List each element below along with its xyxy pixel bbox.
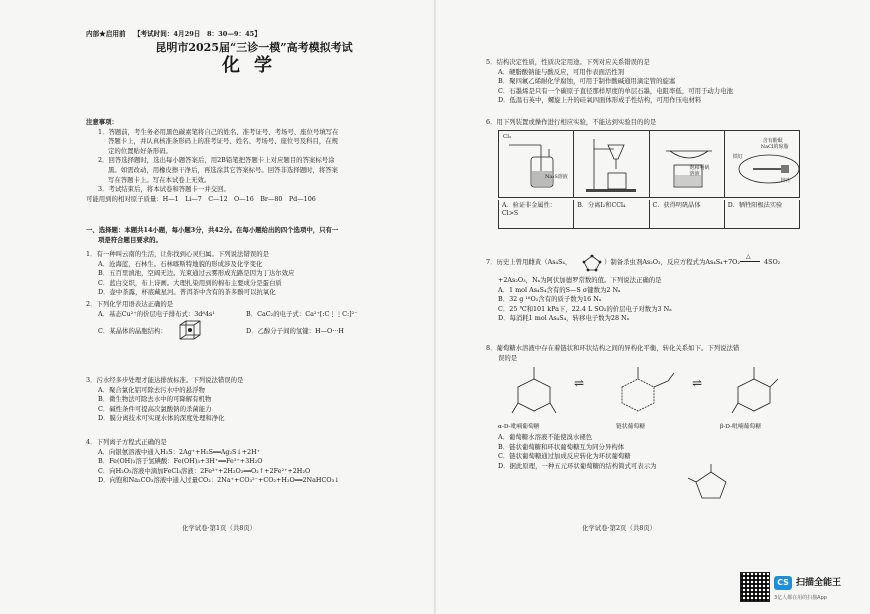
question-stem: 6．用下列装置或操作进行相应实验，不能达到实验目的的是 (486, 118, 657, 126)
fig-label: 铁钉 (732, 153, 743, 160)
option: C．蓝白交织，布上诗画。大理扎染用到的棉布主要成分是蛋白质 (98, 278, 282, 287)
option: A．硬脂酸钠能与酸反应，可用作表面活性剂 (498, 67, 625, 76)
option: B．微生物法可除去水中的可降解有机物 (98, 395, 212, 404)
fig-label: 锌片 (780, 177, 791, 184)
option-row (86, 319, 422, 345)
fig-label: 含有酚酞 (762, 137, 783, 144)
realgar-structure-icon (582, 254, 602, 272)
glucose-structures (498, 363, 822, 433)
option: C．链状葡萄糖通过加成反应转化为环状葡萄糖 (498, 452, 631, 461)
figure-labels (498, 200, 800, 229)
five-membered-ring-icon (686, 462, 736, 506)
funnel-stand-icon (580, 135, 646, 195)
footer-page-2: 化学试卷·第2页（共8页） (582, 524, 657, 532)
gas-bottle-icon (505, 135, 575, 195)
equilibrium-arrow-icon: ⇌ (574, 376, 585, 391)
option: B．链状葡萄糖和环状葡萄糖互为同分异构体 (498, 442, 625, 451)
left-column (86, 0, 422, 614)
option: B．聚四氟乙烯耐化学腐蚀，可用于制作酸碱通用滴定管的旋塞 (498, 77, 676, 86)
page-fold (434, 0, 436, 614)
question-7 (486, 254, 822, 324)
subject-title: 化学 (222, 55, 286, 76)
section-heading: 一、选择题：本题共14小题，每小题3分，共42分。在每小题给出的四个选项中，只有一 (86, 226, 339, 234)
figure-a (499, 131, 574, 197)
scanner-tagline: 3亿人都在用的扫描App (774, 595, 827, 601)
qr-code-icon (740, 572, 770, 602)
question-stem (486, 254, 822, 272)
q7-stem-part: 4SO₂ (764, 258, 781, 266)
question-5 (486, 58, 822, 106)
structure-label: α-D-吡喃葡萄糖 (498, 424, 540, 431)
option: D．每消耗1 mol As₄S₄，转移电子数为28 Nₐ (498, 314, 630, 323)
structure-label: 链状葡萄糖 (616, 424, 645, 431)
scanner-logo-icon: CS (774, 576, 792, 590)
notes-block (86, 118, 422, 204)
figure-label-a: A．验证非金属性：Cl>S (499, 200, 574, 228)
atomic-masses: 可能用到的相对原子质量：H—1 Li—7 C—12 O—16 Br—80 Pd—106 (86, 194, 316, 203)
option: B．Fe(OH)₃溶于氢碘酸：Fe(OH)₃+3H⁺══Fe³⁺+3H₂O (98, 457, 263, 466)
scanner-name: 扫描全能王 (796, 578, 842, 588)
option: D．据此原理，一种五元环状葡萄糖的结构简式可表示为 (498, 461, 657, 470)
option: B．五百里滇池，空阔无边。光束通过云雾形成光路是因为丁达尔效应 (98, 269, 295, 278)
option: A．向银氨溶液中通入H₂S：2Ag⁺+H₂S══Ag₂S↓+2H⁺ (98, 447, 261, 456)
exam-header-meta (86, 30, 261, 40)
exam-title: 昆明市2025届“三诊一模”高考模拟考试 (155, 41, 353, 54)
question-stem: 5．结构决定性质，性质决定用途。下列对应关系错误的是 (486, 58, 650, 66)
apparatus-figures (498, 130, 800, 198)
figure-d (725, 131, 799, 197)
note-line: 3．考试结束后，将本试卷和答题卡一并交回。 (98, 185, 230, 194)
question-stem: 8．葡萄糖水溶液中存在着链状和环状结构之间的异构化平衡，转化关系如下。下列说法错 (486, 344, 740, 352)
option: A．基态Cu²⁺的价层电子排布式：3d⁸4s¹ (98, 309, 215, 318)
beta-glucose-ring-icon (724, 363, 784, 421)
exam-time: 【考试时间：4月29日 8：30—9：45】 (133, 30, 261, 38)
question-6 (486, 118, 822, 231)
fig-label: Cl₂ (503, 133, 512, 140)
figure-label-c: C．获得明矾晶体 (650, 200, 725, 228)
section-one (86, 226, 422, 245)
figure-b (574, 131, 649, 197)
question-2 (86, 300, 422, 345)
question-4 (86, 438, 422, 486)
option: B．CaC₂的电子式：Ca²⁺[:C⋮⋮C:]²⁻ (246, 309, 358, 318)
question-stem-cont: +2As₂O₃，Nₐ为阿伏加德罗常数的值。下列说法正确的是 (498, 276, 662, 284)
option: D．膜分离技术可实现水体的深度处理和净化 (98, 414, 225, 423)
option: D．低温石英中，螺旋上升的硅氧四面体形成手性结构，可用作压电材料 (498, 96, 702, 105)
note-line: 定的位置贴好条形码。 (108, 146, 172, 155)
option: A．葡萄糖水溶液不能使溴水褪色 (498, 433, 593, 442)
option: D．乙醇分子间的氢键：H—O···H (246, 327, 344, 336)
secret-label: 内部★启用前 (86, 30, 126, 38)
notes-title: 注意事项： (86, 118, 118, 126)
equation-arrow (740, 261, 760, 262)
option: A．聚合氯化铝可除去污水中的悬浮物 (98, 385, 205, 394)
question-stem: 误的是 (498, 353, 518, 362)
option: D．壶中茶露，杯底藏星河。普洱茶中含有的茶多酚可以抗氧化 (98, 288, 276, 297)
figure-label-b: B．分离I₂和CCl₄ (574, 200, 649, 228)
question-stem: 4．下列离子方程式正确的是 (86, 438, 167, 446)
question-stem: 2．下列化学用语表达正确的是 (86, 300, 174, 308)
option: B．32 g ¹⁸O₂含有的质子数为16 Nₐ (498, 295, 602, 304)
option: C．石墨烯是只有一个碳原子直径那样厚度的单层石墨，电阻率低，可用于动力电池 (498, 86, 733, 95)
option: C．碱性条件可提高次氯酸钠的杀菌能力 (98, 404, 212, 413)
question-3 (86, 376, 422, 424)
figure-c (650, 131, 725, 197)
crystal-cell-icon (178, 319, 202, 343)
fig-label: NaCl的琼脂 (760, 143, 789, 150)
right-column (486, 0, 822, 614)
question-1 (86, 250, 422, 298)
alpha-glucose-ring-icon (504, 363, 564, 421)
option: D．向饱和Na₂CO₃溶液中通入过量CO₂：2Na⁺+CO₃²⁻+CO₂+H₂O══2NaHCO₃↓ (98, 476, 340, 485)
figure-label-d: D．牺牲阳极法实验 (727, 201, 783, 209)
note-line: 2．回答选择题时，选出每小题答案后，用2B铅笔把答题卡上对应题目的答案标号涂 (98, 156, 335, 165)
option-row (86, 310, 422, 320)
structure-label: β-D-吡喃葡萄糖 (720, 424, 762, 431)
note-line: 1．答题前，考生务必用黑色碳素笔将自己的姓名、准考证号、考场号、座位号填写在 (98, 127, 339, 136)
question-8 (486, 344, 822, 472)
section-heading: 项是符合题目要求的。 (98, 235, 162, 244)
option: C．某晶体的晶胞结构： (98, 327, 167, 336)
option: A．沧海蓝，石林生。石林喀斯特地貌的形成涉及化学变化 (98, 259, 263, 268)
question-stem: 3．污水经多步处理才能达排放标准。下列说法错误的是 (86, 376, 244, 384)
scanner-watermark (740, 572, 860, 606)
option: A．1 mol As₄S₄含有的S—S σ键数为2 Nₐ (498, 285, 621, 294)
note-line: 写在答题卡上。写在本试卷上无效。 (108, 175, 211, 184)
heat-symbol: △ (746, 254, 751, 260)
fig-label: Na₂S溶液 (545, 173, 568, 180)
fig-label: 饱和明矾溶液 (689, 164, 710, 177)
q7-stem-part: ）制备杀虫剂As₂O₃，反应方程式为As₄S₄+7O₂ (604, 258, 740, 266)
equilibrium-arrow-icon: ⇌ (692, 376, 703, 391)
note-line: 答题卡上，并认真核准条形码上的准考证号、姓名、考场号、座位号及科目，在规 (108, 137, 339, 146)
q7-stem-part: 7．历史上曾用雌黄（As₄S₄， (486, 258, 572, 266)
chain-glucose-icon (610, 363, 680, 421)
option: C．向H₂O₂溶液中滴加FeCl₃溶液：2Fe³⁺+2H₂O₂══O₂↑+2Fe²⁺+2H₂O (98, 466, 311, 475)
option: C．25 ℃和101 kPa下，22.4 L SO₂的价层电子对数为3 Nₐ (498, 304, 672, 313)
note-line: 黑。如需改动，用橡皮擦干净后，再选涂其它答案标号。回答非选择题时，将答案 (108, 165, 339, 174)
question-stem: 1．有一种叫云南的生活，让你找到心灵归属。下列说法错误的是 (86, 250, 270, 258)
footer-page-1: 化学试卷·第1页（共8页） (182, 524, 257, 532)
